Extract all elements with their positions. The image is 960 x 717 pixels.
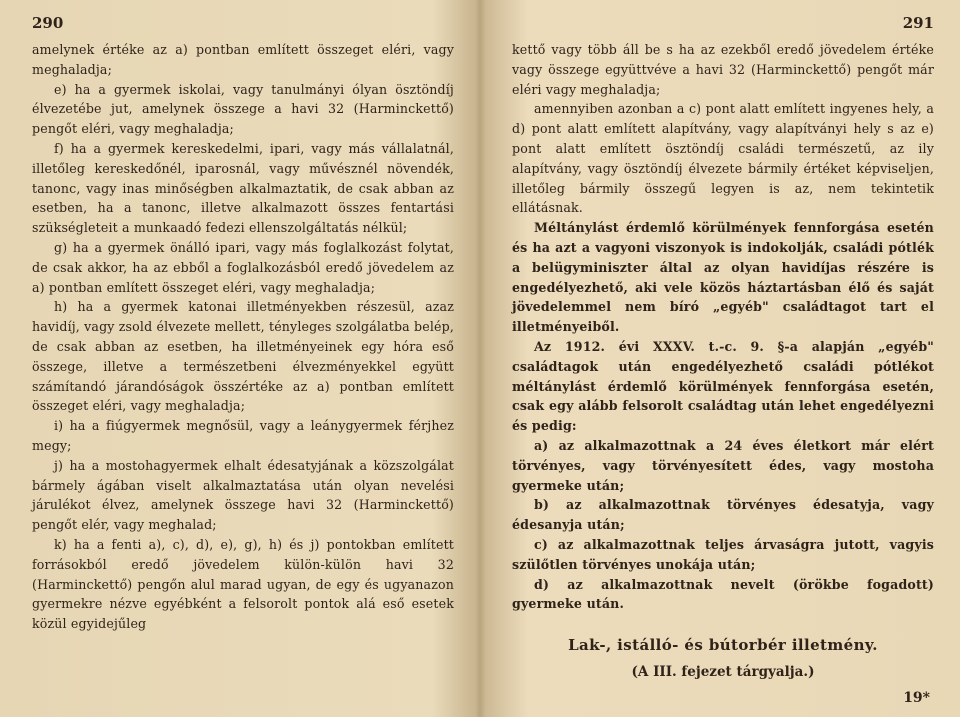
left-page xyxy=(0,0,478,717)
section-subheading: (A III. fejezet tárgyalja.) xyxy=(631,664,815,681)
paragraph: e) ha a gyermek iskolai, vagy tanulmányi ólyan ösztöndíj élvezetébe jut, amelynek összege a havi 32 (Harminckettő) pengőt eléri, vagy meghaladja; xyxy=(32,81,454,137)
paragraph: amennyiben azonban a c) pont alatt említett ingyenes hely, a d) pont alatt említett alapítvány, vagy alapítványi hely s az e) pont alatt említett ösztöndíj családi természetű, az ily alapítvány, vagy ösztöndíj élvezete bármily értéket képviseljen, illetőleg bármily összegű legyen is az, nem tekintetik ellátásnak. xyxy=(512,101,934,216)
paragraph: f) ha a gyermek kereskedelmi, ipari, vagy más vállalatnál, illetőleg kereskedőnél, iparosnál, vagy művésznél növendék, tanonc, vagy inas minőségben alkalmaztatik, de csak abban az esetben, ha a tanonc, illetve alkalmazott összes fentartási szükségleteit a munkaadó fedezi ellenszolgáltatás nélkül; xyxy=(32,140,454,236)
paragraph: Méltánylást érdemlő körülmények fennforgása esetén és ha azt a vagyoni viszonyok is indokolják, családi pótlék a belügyminiszter által az olyan havidíjas részére is engedélyezhető, aki vele közös háztartásban élő és saját jövedelemmel nem bíró „egyéb" családtagot tart el illetményeiből. xyxy=(512,220,934,335)
paragraph: i) ha a fiúgyermek megnősül, vagy a leánygyermek férjhez megy; xyxy=(32,418,454,453)
page-number: 290 xyxy=(32,14,64,32)
paragraph: a) az alkalmazottnak a 24 éves életkort már elért törvényes, vagy törvényesített édes, vagy mostoha gyermeke után; xyxy=(512,437,934,493)
paragraph: kettő vagy több áll be s ha az ezekből eredő jövedelem értéke vagy összege együttvéve a havi 32 (Harminckettő) pengőt már eléri vagy meghaladja; xyxy=(512,42,934,97)
right-page xyxy=(482,0,960,717)
paragraph: h) ha a gyermek katonai illetményekben részesül, azaz havidíj, vagy zsold élvezete mellett, tényleges szolgálatba belép, de csak abban az esetben, ha illetményeinek egy hóra eső összege, illetve a természetbeni élvezményekkel együtt számítandó járandóságok összértéke az a) pontban említett összeget eléri, vagy meghaladja; xyxy=(32,299,454,414)
paragraph: b) az alkalmazottnak törvényes édesatyja, vagy édesanyja után; xyxy=(512,497,934,533)
paragraph: g) ha a gyermek önálló ipari, vagy más foglalkozást folytat, de csak akkor, ha az ebből a foglalkozásból eredő jövedelem az a) pontban említett összeget eléri, vagy meghaladja; xyxy=(32,239,454,295)
section-heading: Lak-, istálló- és bútorbér illetmény. xyxy=(568,636,878,655)
paragraph: d) az alkalmazottnak nevelt (örökbe fogadott) gyermeke után. xyxy=(512,576,934,612)
paragraph: Az 1912. évi XXXV. t.-c. 9. §-a alapján „egyéb" családtagok után engedélyezhető családi pótlékot méltánylást érdemlő körülmények fennforgása esetén, csak egy alább felsorolt családtag után lehet engedélyezni és pedig: xyxy=(512,338,934,434)
signature-mark: 19* xyxy=(903,690,930,707)
paragraph: amelynek értéke az a) pontban említett összeget eléri, vagy meghaladja; xyxy=(32,42,454,77)
paragraph: j) ha a mostohagyermek elhalt édesatyjának a közszolgálat bármely ágában viselt alkalmaztatása után olyan nevelési járulékot élvez, amelynek összege havi 32 (Harminckettő) pengőt elér, vagy meghalad; xyxy=(32,457,454,533)
paragraph: c) az alkalmazottnak teljes árvaságra jutott, vagyis szülőtlen törvényes unokája után; xyxy=(512,536,934,572)
page-number: 291 xyxy=(902,14,934,32)
paragraph: k) ha a fenti a), c), d), e), g), h) és j) pontokban említett forrásokból eredő jövedelem külön-külön havi 32 (Harminckettő) pengőn alul marad ugyan, de egy és ugyanazon gyermekre nézve egyébként a felsorolt pontok alá eső esetek közül egyidejűleg xyxy=(32,536,454,632)
